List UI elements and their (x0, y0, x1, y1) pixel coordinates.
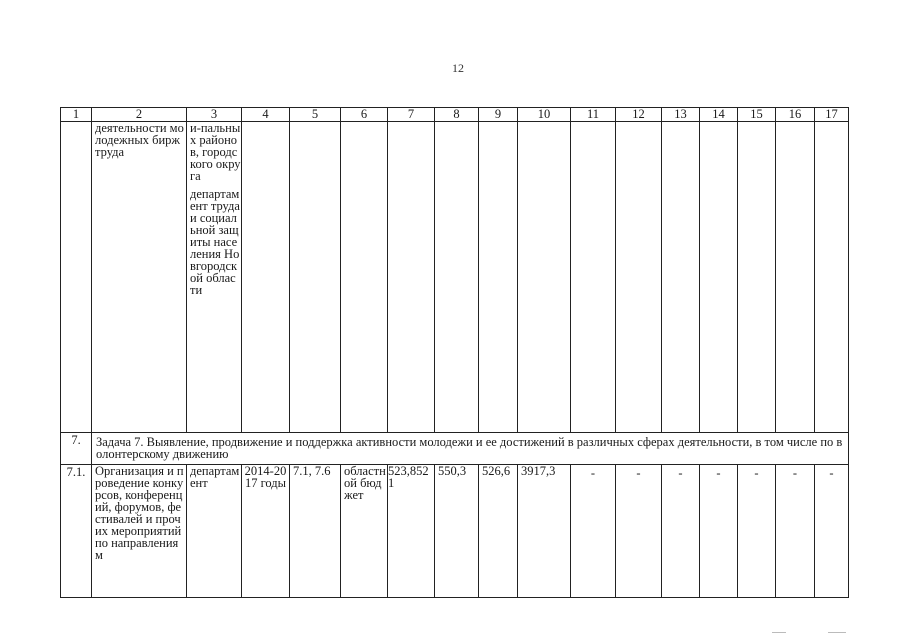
item-row (61, 465, 849, 598)
empty-cell (738, 122, 776, 433)
item-value-col7: 523,8521 (388, 465, 435, 598)
header-cell: 2 (92, 108, 187, 122)
item-value-col13: - (662, 465, 700, 598)
activity-name-text: деятельности молодежных бирж труда (95, 121, 184, 159)
item-value-col15: - (738, 465, 776, 598)
empty-cell (815, 122, 849, 433)
item-value-col11: - (571, 465, 616, 598)
item-value-col14: - (700, 465, 738, 598)
continuation-row (61, 122, 849, 433)
item-period: 2014-2017 годы (242, 465, 290, 598)
budget-table (60, 107, 849, 598)
header-cell: 16 (776, 108, 815, 122)
item-value-col16: - (776, 465, 815, 598)
task-number: 7. (61, 433, 92, 465)
header-cell: 17 (815, 108, 849, 122)
executor-department-text: департамент труда и социальной защиты населения Новгородской области (190, 187, 240, 297)
item-value-col10: 3917,3 (518, 465, 571, 598)
header-cell: 1 (61, 108, 92, 122)
executor-cell (187, 122, 242, 433)
header-cell: 15 (738, 108, 776, 122)
item-value-col17: - (815, 465, 849, 598)
empty-cell (242, 122, 290, 433)
item-value-col8: 550,3 (435, 465, 479, 598)
header-cell: 8 (435, 108, 479, 122)
header-cell: 11 (571, 108, 616, 122)
header-cell: 12 (616, 108, 662, 122)
empty-cell (700, 122, 738, 433)
executor-municipal-text: и-пальных районов, городского округа (190, 121, 241, 183)
empty-cell (518, 122, 571, 433)
empty-cell (61, 122, 92, 433)
header-cell: 6 (341, 108, 388, 122)
empty-cell (388, 122, 435, 433)
header-cell: 3 (187, 108, 242, 122)
empty-cell (290, 122, 341, 433)
empty-cell (479, 122, 518, 433)
header-cell: 5 (290, 108, 341, 122)
header-cell: 9 (479, 108, 518, 122)
item-executor: департамент (187, 465, 242, 598)
header-row (61, 108, 849, 122)
item-name: Организация и проведение конкурсов, конференций, форумов, фестивалей и прочих мероприятий по направлениям (92, 465, 187, 598)
item-value-col12: - (616, 465, 662, 598)
activity-name-cell (92, 122, 187, 433)
header-cell: 7 (388, 108, 435, 122)
empty-cell (776, 122, 815, 433)
scan-mark (828, 632, 846, 633)
page-number: 12 (452, 61, 464, 75)
scan-mark (772, 632, 786, 633)
header-cell: 14 (700, 108, 738, 122)
task-row (61, 433, 849, 465)
empty-cell (616, 122, 662, 433)
header-cell: 13 (662, 108, 700, 122)
empty-cell (662, 122, 700, 433)
empty-cell (571, 122, 616, 433)
header-cell: 10 (518, 108, 571, 122)
empty-cell (435, 122, 479, 433)
header-cell: 4 (242, 108, 290, 122)
empty-cell (341, 122, 388, 433)
item-value-col9: 526,6 (479, 465, 518, 598)
task-title: Задача 7. Выявление, продвижение и поддержка активности молодежи и ее достижений в различных сферах деятельности, в том числе по волонтерскому движению (92, 433, 849, 465)
item-indicators: 7.1, 7.6 (290, 465, 341, 598)
item-number: 7.1. (61, 465, 92, 598)
item-source: областной бюджет (341, 465, 388, 598)
